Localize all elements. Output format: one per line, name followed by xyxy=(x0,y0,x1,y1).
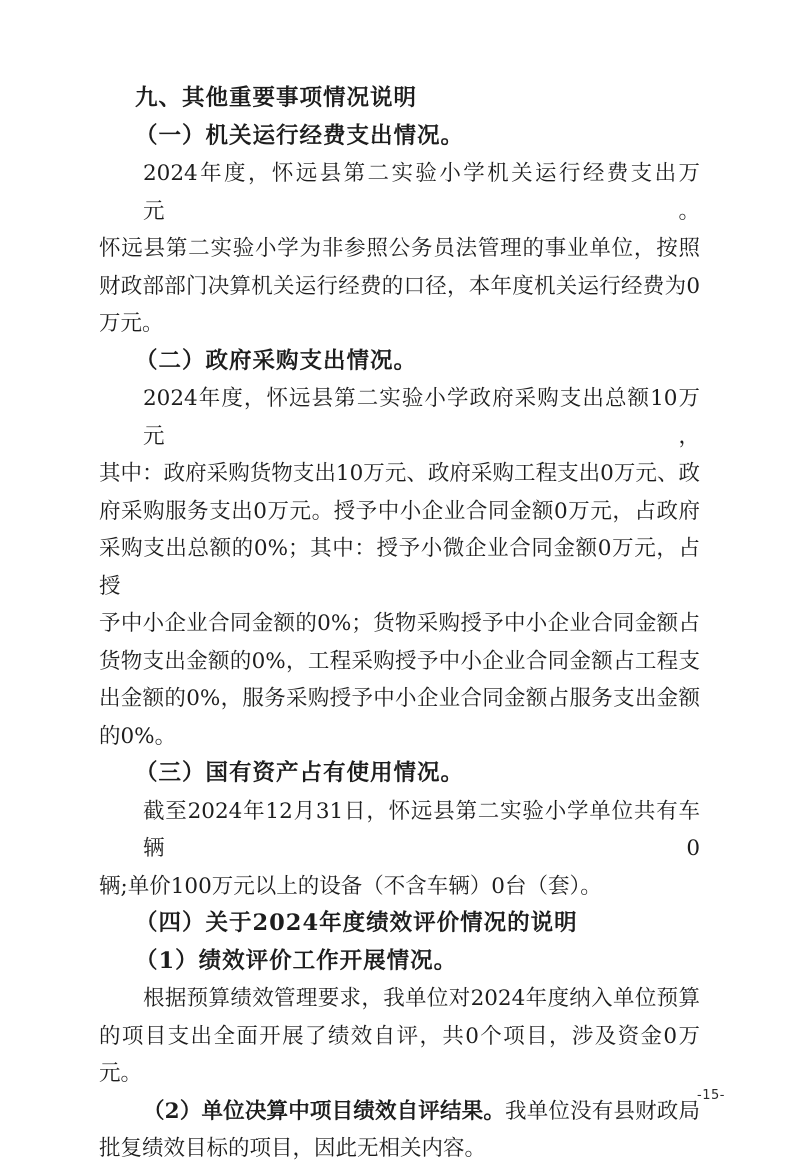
body-text: 财政部部门决算机关运行经费的口径，本年度机关运行经费为0 xyxy=(99,273,700,299)
text-line xyxy=(99,980,700,1018)
page-number: -15- xyxy=(697,1088,725,1103)
text-line xyxy=(99,605,700,643)
text-line xyxy=(99,493,700,531)
document-content xyxy=(99,80,700,1168)
para-project-performance-result xyxy=(99,1093,700,1168)
bold-text: （一）机关运行经费支出情况。 xyxy=(135,122,465,149)
body-text: 府采购服务支出0万元。授予中小企业合同金额0万元，占政府 xyxy=(99,498,700,524)
text-line xyxy=(99,868,700,906)
text-line xyxy=(99,680,700,718)
body-text: 予中小企业合同金额的0%；货物采购授予中小企业合同金额占 xyxy=(99,611,700,636)
body-text: 万元。 xyxy=(99,311,164,336)
text-line xyxy=(99,1018,700,1056)
text-line xyxy=(99,718,700,756)
body-text: 的0%。 xyxy=(99,723,177,749)
body-text: 批复绩效目标的项目，因此无相关内容。 xyxy=(99,1136,487,1161)
body-text: 其中：政府采购货物支出10万元、政府采购工程支出0万元、政 xyxy=(99,461,700,486)
body-text: 辆;单价100万元以上的设备（不含车辆）0台（套）。 xyxy=(99,873,602,899)
text-line xyxy=(99,905,700,943)
text-line xyxy=(99,943,700,981)
body-text: 元。 xyxy=(99,1061,143,1086)
subheading-1-agency-operating-expense xyxy=(99,118,700,156)
para-state-assets xyxy=(99,793,700,906)
text-line xyxy=(99,530,700,605)
bold-text: （二）政府采购支出情况。 xyxy=(135,347,418,374)
text-line xyxy=(99,118,700,156)
body-text: 2024年度，怀远县第二实验小学政府采购支出总额10万元， xyxy=(143,386,700,449)
body-text: 截至2024年12月31日，怀远县第二实验小学单位共有车辆0 xyxy=(143,798,700,861)
text-line xyxy=(99,155,700,230)
text-line xyxy=(99,1093,700,1131)
para-performance-self-evaluation xyxy=(99,980,700,1093)
body-text: 货物支出金额的0%，工程采购授予中小企业合同金额占工程支 xyxy=(99,648,700,674)
text-line xyxy=(99,268,700,306)
para-agency-operating-expense xyxy=(99,155,700,343)
body-text: 根据预算绩效管理要求，我单位对2024年度纳入单位预算 xyxy=(143,986,700,1011)
subheading-3-state-assets xyxy=(99,755,700,793)
section-heading-9 xyxy=(99,80,700,118)
bold-text: （四）关于2024年度绩效评价情况的说明 xyxy=(135,910,578,936)
bold-text: （2）单位决算中项目绩效自评结果。 xyxy=(143,1098,506,1124)
body-text: 怀远县第二实验小学为非参照公务员法管理的事业单位，按照 xyxy=(99,236,700,261)
text-line xyxy=(99,1055,700,1093)
text-line xyxy=(99,80,700,118)
text-line xyxy=(99,755,700,793)
bold-text: （1）绩效评价工作开展情况。 xyxy=(135,947,458,974)
bold-text: 九、其他重要事项情况说明 xyxy=(135,85,418,111)
bold-text: （三）国有资产占有使用情况。 xyxy=(135,760,465,786)
text-line xyxy=(99,230,700,268)
text-line xyxy=(99,1130,700,1168)
text-line xyxy=(99,343,700,381)
text-line xyxy=(99,793,700,868)
body-text: 的项目支出全面开展了绩效自评，共0个项目，涉及资金0万 xyxy=(99,1023,700,1049)
subheading-4-1-performance-work xyxy=(99,943,700,981)
text-line xyxy=(99,305,700,343)
text-line xyxy=(99,380,700,455)
body-text: 出金额的0%，服务采购授予中小企业合同金额占服务支出金额 xyxy=(99,686,700,711)
body-text: 采购支出总额的0%；其中：授予小微企业合同金额0万元，占授 xyxy=(99,536,700,599)
para-government-procurement xyxy=(99,380,700,755)
text-line xyxy=(99,643,700,681)
text-line xyxy=(99,455,700,493)
body-text: 2024年度，怀远县第二实验小学机关运行经费支出万元 。 xyxy=(143,161,700,224)
body-text: 我单位没有县财政局 xyxy=(505,1098,700,1124)
subheading-4-performance-evaluation xyxy=(99,905,700,943)
subheading-2-government-procurement xyxy=(99,343,700,381)
